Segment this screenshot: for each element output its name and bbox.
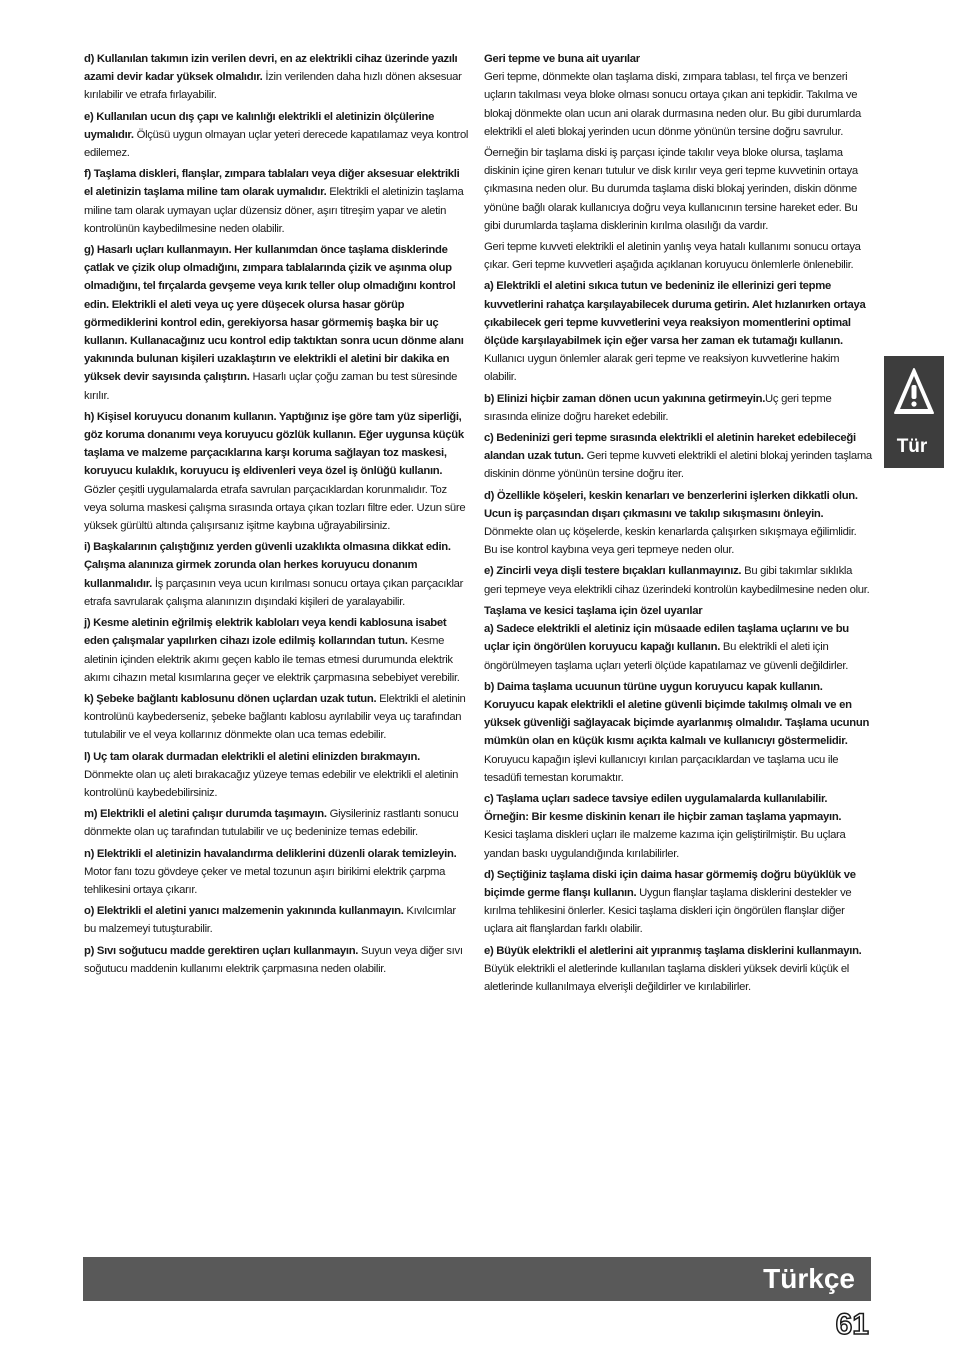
paragraph-l: l) Uç tam olarak durmadan elektrikli el aletini elinizden bırakmayın. Dönmekte olan uç aleti bırakacağız yüzeye temas edebilir ve elektrikli el aletinin kontrolünü kaybedebilirsiniz. [84, 750, 459, 799]
language-side-tab [884, 356, 944, 468]
left-column [84, 50, 470, 981]
page-number: 61 [835, 1308, 869, 1341]
paragraph-n: n) Elektrikli el aletinizin havalandırma deliklerini düzenli olarak temizleyin. Motor fanı tozu gövdeye çeker ve metal tozunun aşırı birikimi elektrik çarpma tehlikesini ortaya çıkarır. [84, 847, 457, 896]
kickback-intro-2: Öerneğin bir taşlama diski iş parçası içinde takılır veya bloke olursa, taşlama diskinin içine giren kenarı tutulur ve disk kırılır veya geri tepme kuvvetinin ortaya çıkmasına neden olur. Bu durumda taşlama diski blokaj yerinden, diskin dönme yönüne bağlı olarak kullanıcıya doğru veya kullanıcının tersine hareket eder. Bu gibi durumlarda taşlama disklerinin kırılma olasılığı da vardır. [484, 147, 858, 232]
kickback-item-a: a) Elektrikli el aletini sıkıca tutun ve bedeniniz ile ellerinizi geri tepme kuvvetlerini rahatça karşılayabilecek duruma getirin. Alet hızlanırken ortaya çıkabilecek geri tepme kuvvetlerini veya reaksiyon momentlerini optimal ölçüde karşılayabilmek için eğer varsa her zaman ek tutamağı kullanın. Kullanıcı uygun önlemler alarak geri tepme ve reaksiyon kuvvetlerine hakim olabilir. [484, 280, 866, 384]
footer-language-title: Türkçe [763, 1263, 855, 1294]
grinding-item-b: b) Daima taşlama ucuunun türüne uygun koruyucu kapak kullanın. Koruyucu kapak elektrikli el aletine güvenli biçimde takılmış olmalı ve en yüksek güvenliği sağlayacak biçimde ayarlanmış olmalıdır. Taşlama ucunun mümkün olan en küçük kısmı açıkta kalmalı ve kullanıcıyı göstermelidir. Koruyucu kapağın işlevi kullanıcıyı kırılan parçacıklardan ve taşlama ucu ile tesadüfi temestan korumaktır. [484, 680, 870, 784]
paragraph-g: g) Hasarlı uçları kullanmayın. Her kullanımdan önce taşlama disklerinde çatlak ve çizik olup olmadığını, zımpara tablalarında çizik ve aşınma olup olmadığını, tel fırçalarda gevşeme veya kırık teller olup olmadığını kontrol edin. Elektrikli el aleti veya uç yere düşecek olursa hasar görüp görmediklerini kontrol edin, gerekiyorsa hasar görmemiş başka bir uç kullanın. Kullanacağınız ucu kontrol edip taktıktan sonra ucun dönme alanı yakınında bulunan kişileri uzaklaştırın ve elektrikli el aletini bir dakika en yüksek devir sayısında çalıştırın. Hasarlı uçlar çoğu zaman bu test süresinde kırılır. [84, 244, 464, 402]
paragraph-h: h) Kişisel koruyucu donanım kullanın. Yaptığınız işe göre tam yüz siperliği, göz koruma donanımı veya koruyucu gözlük kullanın. Eğer uygunsa küçük taşlama ve malzeme parçacıklarına karşı koruma sağlayan toz maskesi, koruyucu kulaklık, koruyucu iş eldivenleri veya özel iş önlüğü kullanın. Gözler çeşitli uygulamalarda etrafa savrulan parçacıklardan korunmalıdır. Toz veya soluma maskesi çalışma sırasında ortaya çıkan tozları filtre eder. Uzun süre yüksek gürültü altında çalışırsanız işitme kaybına uğrayabilirsiniz. [84, 410, 466, 533]
footer-language-bar [83, 1257, 871, 1301]
paragraph-j: j) Kesme aletinin eğrilmiş elektrik kabloları veya kendi kablosuna isabet eden çalışmalar yapılırken cihazı izole edilmiş kollarından tutun. Kesme aletinin içinden elektrik akımı geçen kablo ile temas etmesi durumunda elektrik akımı cihazın metal kısımlarına geçer ve elektrik çarpmasına sebebiyet verebilir. [84, 617, 460, 684]
paragraph-m: m) Elektrikli el aletini çalışır durumda taşımayın. Giysileriniz rastlantı sonucu dönmekte olan uç tarafından tutulabilir ve uç bedeninize temas edebilir. [84, 808, 459, 839]
paragraph-f: f) Taşlama diskleri, flanşlar, zımpara tablaları veya diğer aksesuar elektrikli el aletinizin taşlama miline tam olarak uymalıdır. Elektrikli el aletinizin taşlama miline tam olarak uymayan uçlar düzensiz döner, aşırı titreşim yapar ve aletin kontrolünün kaybedilmesine neden olabilir. [84, 168, 464, 235]
paragraph-i: i) Başkalarının çalıştığınız yerden güvenli uzaklıkta olmasına dikkat edin. Çalışma alanınıza girmek zorunda olan herkes koruyucu donanım kullanmalıdır. İş parçasının veya ucun kırılması sonucu ortaya çıkan parçacıklar etrafa savrularak çalışma alanınızın dışındaki kişileri de yaralayabilir. [84, 541, 464, 608]
paragraph-o: o) Elektrikli el aletini yanıcı malzemenin yakınında kullanmayın. Kıvılcımlar bu malzemeyi tutuşturabilir. [84, 905, 456, 936]
kickback-item-b: b) Elinizi hiçbir zaman dönen ucun yakınına getirmeyin.Uç geri tepme sırasında elinize doğru hareket edebilir. [484, 392, 832, 423]
grinding-item-d: d) Seçtiğiniz taşlama diski için daima hasar görmemiş doğru büyüklük ve biçimde germe flanşı kullanın. Uygun flanşlar taşlama disklerini destekler ve kırılma tehlikesini önlerler. Kesici taşlama diskleri için öngörülen flanşlar diğer uçlara ait flanşlardan farklı olabilir. [484, 868, 856, 936]
kickback-item-e: e) Zincirli veya dişli testere bıçakları kullanmayınız. Bu gibi takımlar sıklıkla geri tepmeye veya elektrikli cihaz üzerindeki kontrolün kaybedilmesine neden olur. [484, 565, 870, 596]
paragraph-d: d) Kullanılan takımın izin verilen devri, en az elektrikli cihaz üzerinde yazılı azami devir kadar yüksek olmalıdır. İzin verilenden daha hızlı dönen aksesuar kırılabilir ve etrafa fırlayabilir. [84, 53, 462, 102]
grinding-item-c: c) Taşlama uçları sadece tavsiye edilen uygulamalarda kullanılabilir. Örneğin: Bir kesme diskinin kenarı ile hiçbir zaman taşlama yapmayın. Kesici taşlama diskleri uçları ile malzeme kazıma için geliştirilmiştir. Bu uçlara yandan baskı uygulandığında kırılabilirler. [484, 792, 846, 860]
grinding-heading: Taşlama ve kesici taşlama için özel uyarılar [484, 604, 703, 617]
paragraph-p: p) Sıvı soğutucu madde gerektiren uçları kullanmayın. Suyun veya diğer sıvı soğutucu maddenin kullanımı elektrik çarpmasına neden olabilir. [84, 944, 463, 975]
kickback-item-c: c) Bedeninizi geri tepme sırasında elektrikli el aletinin hareket edebileceği alandan uzak tutun. Geri tepme kuvveti elektrikli el aletini blokaj yerinden taşlama diskinin dönme yönünün tersine doğru iter. [484, 432, 872, 481]
kickback-intro-3: Geri tepme kuvveti elektrikli el aletinin yanlış veya hatalı kullanımı sonucu ortaya çıkar. Geri tepme kuvvetleri aşağıda açıklanan koruyucu önlemlerle önlenebilir. [484, 241, 861, 272]
paragraph-k: k) Şebeke bağlantı kablosunu dönen uçlardan uzak tutun. Elektrikli el aletinin kontrolünü kaybederseniz, şebeke bağlantı kablosu ayrılabilir veya uç tarafından tutulabilir ve el veya kollarınız dönmekte olan uca temas edebilir. [84, 692, 466, 742]
right-column [484, 50, 872, 999]
warning-icon [893, 367, 935, 415]
kickback-heading: Geri tepme ve buna ait uyarılar [484, 53, 640, 65]
grinding-item-e: e) Büyük elektrikli el aletlerini ait yıpranmış taşlama disklerini kullanmayın. Büyük elektrikli el aletlerinde kullanılan taşlama diskleri yüksek devirli küçük el aletlerinde kullanılmaya elverişli değildirler ve kırılabilirler. [484, 944, 862, 993]
grinding-item-a: a) Sadece elektrikli el aletiniz için müsaade edilen taşlama uçlarını ve bu uçlar için öngörülen koruyucu kapağı kullanın. Bu elektrikli el aleti için öngörülmeyen taşlama uçları yeterli ölçüde kapatılamaz ve güvenli değildirler. [484, 623, 849, 672]
kickback-item-d: d) Özellikle köşeleri, keskin kenarları ve benzerlerini işlerken dikkatli olun. Ucun iş parçasından dışarı çıkmasını ve takılıp sıkışmasını önleyin. Dönmekte olan uç köşelerde, keskin kenarlarda çalışırken sıkışmaya eğilimlidir. Bu ise kontrol kaybına veya geri tepmeye neden olur. [484, 489, 858, 557]
side-tab-label: Tür [896, 436, 928, 457]
paragraph-e: e) Kullanılan ucun dış çapı ve kalınlığı elektrikli el aletinizin ölçülerine uymalıdır. Ölçüsü uygun olmayan uçlar yeteri derecede kapatılamaz veya kontrol edilemez. [84, 110, 469, 160]
kickback-intro-1: Geri tepme, dönmekte olan taşlama diski, zımpara tablası, tel fırça ve benzeri uçların takılması veya bloke olması sonucu ortaya çıkan ani tepkidir. Takılma ve blokaj dönmekte olan ucun ani olarak durmasına neden olur. Bu gibi durumlarda elektrikli el aleti blokaj yerinden ucun dönme yönünün tersine doğru savrulur. [484, 71, 861, 138]
